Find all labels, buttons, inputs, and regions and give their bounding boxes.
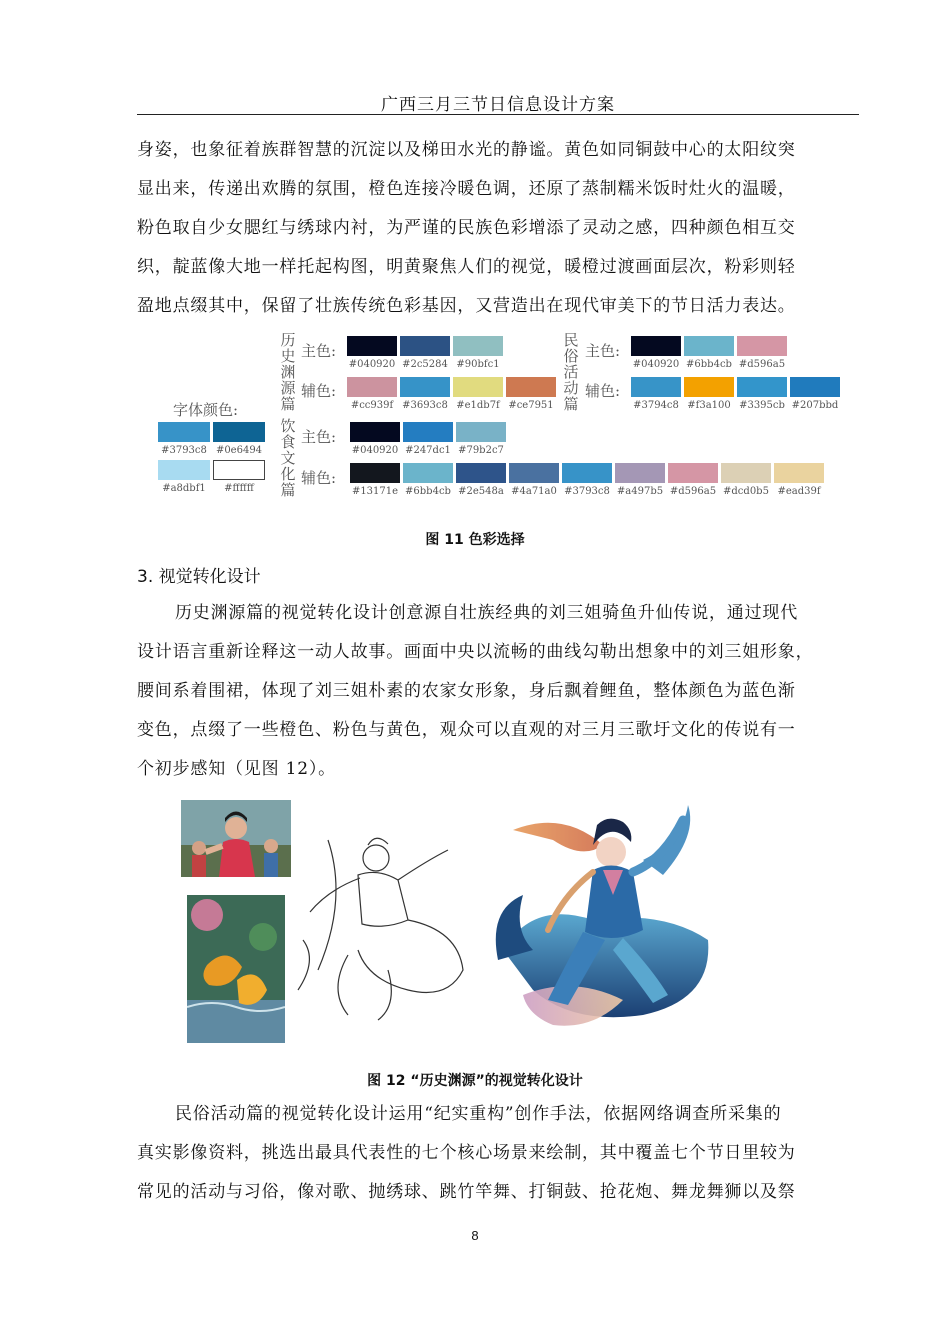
hex-label: #ead39f (777, 486, 821, 497)
folk-aux-label: 辅色: (585, 382, 621, 400)
color-chip (774, 463, 824, 483)
folk-aux-swatch (737, 377, 787, 411)
hex-label: #3793c8 (161, 445, 207, 456)
color-chip (737, 336, 787, 356)
hex-label: #d596a5 (669, 486, 717, 497)
hex-label: #79b2c7 (458, 445, 504, 456)
section-heading: 3. 视觉转化设计 (137, 567, 261, 587)
hex-label: #a497b5 (616, 486, 664, 497)
font-color-swatch (213, 460, 265, 494)
hex-label: #f3a100 (687, 400, 731, 411)
paragraph-history-design (137, 594, 867, 789)
hex-label: #6bb4cb (405, 486, 451, 497)
paragraph-color-description (137, 131, 867, 326)
hex-label: #a8dbf1 (162, 483, 206, 494)
color-chip (721, 463, 771, 483)
color-chip (403, 422, 453, 442)
hex-label: #247dc1 (405, 445, 451, 456)
text-line: 粉色取自少女腮红与绣球内衬，为严谨的民族色彩增添了灵动之感，四种颜色相互交 (137, 218, 796, 238)
history-aux-label: 辅色: (301, 382, 337, 400)
color-chip (615, 463, 665, 483)
color-chip (350, 422, 400, 442)
color-chip (400, 377, 450, 397)
hex-label: #e1db7f (456, 400, 500, 411)
hex-label: #2c5284 (402, 359, 448, 370)
history-aux-swatch (347, 377, 397, 411)
history-section-title (280, 332, 296, 412)
color-chip (213, 460, 265, 480)
color-chip (737, 377, 787, 397)
color-chip (158, 422, 210, 442)
folk-main-swatch (684, 336, 734, 370)
section-title-text: 民俗活动篇 (563, 331, 579, 413)
text-line: 腰间系着围裙，体现了刘三姐朴素的农家女形象，身后飘着鲤鱼，整体颜色为蓝色渐 (137, 681, 796, 701)
reference-photo-carp (187, 895, 285, 1043)
hex-label: #6bb4cb (686, 359, 732, 370)
hex-label: #ffffff (224, 483, 254, 494)
food-aux-swatch (721, 463, 771, 497)
food-aux-label: 辅色: (301, 469, 337, 487)
history-aux-swatch (400, 377, 450, 411)
color-chip (684, 336, 734, 356)
food-aux-swatch (774, 463, 824, 497)
food-aux-swatch (562, 463, 612, 497)
folk-main-label: 主色: (585, 342, 621, 360)
folk-main-swatch (631, 336, 681, 370)
text-line: 民俗活动篇的视觉转化设计运用“纪实重构”创作手法，依据网络调查所采集的 (175, 1104, 782, 1124)
color-chip (631, 377, 681, 397)
header-rule (137, 114, 859, 115)
figure-12-caption: 图 12 “历史渊源”的视觉转化设计 (367, 1073, 583, 1089)
section-title-text: 历史渊源篇 (280, 331, 296, 413)
page-number: 8 (471, 1228, 479, 1243)
color-chip (509, 463, 559, 483)
page-header-title: 广西三月三节日信息设计方案 (381, 95, 615, 115)
text-line: 历史渊源篇的视觉转化设计创意源自壮族经典的刘三姐骑鱼升仙传说，通过现代 (175, 603, 798, 623)
hex-label: #dcd0b5 (723, 486, 769, 497)
hex-label: #207bbd (791, 400, 839, 411)
folk-aux-swatch (631, 377, 681, 411)
font-color-swatch (158, 460, 210, 494)
hex-label: #040920 (632, 359, 680, 370)
font-color-swatch (213, 422, 265, 456)
hex-label: #ce7951 (508, 400, 554, 411)
hex-label: #d596a5 (738, 359, 786, 370)
color-chip (347, 377, 397, 397)
text-line: 真实影像资料，挑选出最具代表性的七个核心场景来绘制，其中覆盖七个节日里较为 (137, 1143, 796, 1163)
color-chip (631, 336, 681, 356)
section-title-text: 饮食文化篇 (280, 417, 296, 499)
color-chip (456, 463, 506, 483)
food-aux-swatch (403, 463, 453, 497)
folk-aux-swatch (684, 377, 734, 411)
color-chip (790, 377, 840, 397)
color-chip (158, 460, 210, 480)
text-line: 个初步感知（见图 12）。 (137, 759, 336, 779)
folk-main-swatch (737, 336, 787, 370)
text-line: 变色，点缀了一些橙色、粉色与黄色，观众可以直观的对三月三歌圩文化的传说有一 (137, 720, 796, 740)
food-main-swatch (456, 422, 506, 456)
hex-label: #3794c8 (633, 400, 679, 411)
hex-label: #cc939f (350, 400, 394, 411)
food-aux-swatch (668, 463, 718, 497)
text-line: 织，靛蓝像大地一样托起构图，明黄聚焦人们的视觉，暖橙过渡画面层次，粉彩则轻 (137, 257, 796, 277)
color-palette-figure (155, 330, 855, 505)
text-line: 身姿，也象征着族群智慧的沉淀以及梯田水光的静谧。黄色如同铜鼓中心的太阳纹突 (137, 140, 796, 160)
hex-label: #13171e (351, 486, 399, 497)
color-chip (347, 336, 397, 356)
font-colors-label: 字体颜色: (173, 401, 239, 419)
food-section-title (280, 418, 296, 498)
illustration-liu-sanjie-carp (493, 800, 723, 1045)
paragraph-folk-design (137, 1095, 867, 1212)
history-main-swatch (453, 336, 503, 370)
food-aux-swatch (615, 463, 665, 497)
text-line: 设计语言重新诠释这一动人故事。画面中央以流畅的曲线勾勒出想象中的刘三姐形象， (137, 642, 814, 662)
history-aux-swatch (453, 377, 503, 411)
history-main-label: 主色: (301, 342, 337, 360)
hex-label: #040920 (351, 445, 399, 456)
history-aux-swatch (506, 377, 556, 411)
color-chip (400, 336, 450, 356)
history-main-swatch (400, 336, 450, 370)
hex-label: #3395cb (739, 400, 785, 411)
color-chip (350, 463, 400, 483)
hex-label: #3793c8 (564, 486, 610, 497)
text-line: 常见的活动与习俗，像对歌、抛绣球、跳竹竿舞、打铜鼓、抢花炮、舞龙舞狮以及祭 (137, 1182, 796, 1202)
figure-11-caption: 图 11 色彩选择 (425, 532, 525, 548)
food-aux-swatch (509, 463, 559, 497)
food-main-swatch (350, 422, 400, 456)
folk-aux-swatch (790, 377, 840, 411)
text-line: 盈地点缀其中，保留了壮族传统色彩基因，又营造出在现代审美下的节日活力表达。 (137, 296, 796, 316)
color-chip (668, 463, 718, 483)
hex-label: #0e6494 (215, 445, 263, 456)
color-chip (453, 377, 503, 397)
history-main-swatch (347, 336, 397, 370)
text-line: 显出来，传递出欢腾的氛围，橙色连接冷暖色调，还原了蒸制糯米饭时灶火的温暖， (137, 179, 796, 199)
font-color-swatch (158, 422, 210, 456)
food-aux-swatch (456, 463, 506, 497)
hex-label: #4a71a0 (511, 486, 557, 497)
food-main-label: 主色: (301, 428, 337, 446)
color-chip (506, 377, 556, 397)
sketch-liu-sanjie (288, 820, 478, 1025)
food-aux-swatch (350, 463, 400, 497)
color-chip (213, 422, 265, 442)
color-chip (403, 463, 453, 483)
hex-label: #040920 (348, 359, 396, 370)
hex-label: #90bfc1 (456, 359, 500, 370)
folk-section-title (563, 332, 579, 412)
color-chip (456, 422, 506, 442)
color-chip (453, 336, 503, 356)
food-main-swatch (403, 422, 453, 456)
color-chip (684, 377, 734, 397)
color-chip (562, 463, 612, 483)
hex-label: #3693c8 (402, 400, 448, 411)
hex-label: #2e548a (458, 486, 504, 497)
reference-photo-performer (181, 800, 291, 877)
